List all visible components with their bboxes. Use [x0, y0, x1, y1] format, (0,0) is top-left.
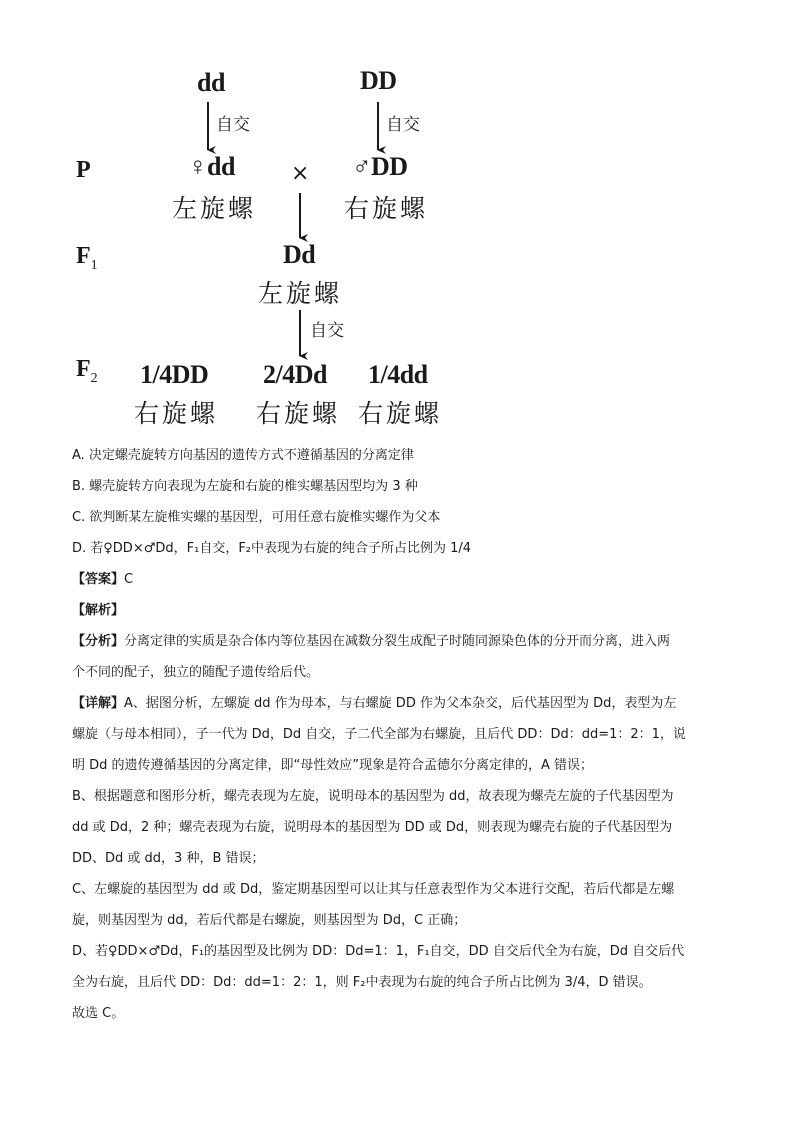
generation-f1-label: $F_1$	[76, 243, 98, 273]
xiangjie-label: 【详解】	[72, 696, 125, 711]
f2-genotype-dd-homozygous-dominant: 1/4DD	[140, 360, 209, 389]
xiangjie-b-line-2: dd 或 Dd，2 种；螺壳表现为右旋，说明母本的基因型为 DD 或 Dd，则表现为螺壳右旋的子代基因型为	[72, 820, 673, 835]
answer-value: C	[124, 572, 134, 587]
selfing-label-left: 自交	[216, 115, 250, 135]
selfing-label-right: 自交	[386, 115, 420, 135]
f2-phenotype-3: 右旋螺	[358, 399, 443, 428]
f2-phenotype-2: 右旋螺	[256, 399, 341, 428]
answer-line	[72, 564, 722, 595]
male-phenotype: 右旋螺	[344, 194, 429, 223]
question-body	[72, 440, 722, 1029]
generation-p-label: P	[76, 157, 91, 183]
xiangjie-a-text-1: A、据图分析，左螺旋 dd 作为母本，与右螺旋 DD 作为父本杂交，后代基因型为 Dd，表型为左	[124, 696, 677, 711]
f1-selfing-label: 自交	[310, 321, 344, 341]
fenxi-text-1: 分离定律的实质是杂合体内等位基因在减数分裂生成配子时随同源染色体的分开而分离，进入两	[124, 634, 671, 649]
f2-genotype-homozygous-recessive: 1/4dd	[368, 360, 428, 389]
option-c: C. 欲判断某左旋椎实螺的基因型，可用任意右旋椎实螺作为父本	[72, 510, 441, 525]
f2-phenotype-1: 右旋螺	[134, 399, 219, 428]
fenxi-line-1	[72, 626, 722, 657]
answer-label: 【答案】	[72, 572, 125, 587]
male-genotype: ♂DD	[352, 152, 408, 181]
cross-symbol: ×	[291, 161, 310, 186]
xiangjie-c-line-1: C、左螺旋的基因型为 dd 或 Dd，鉴定期基因型可以让其与任意表型作为父本进行交配，若后代都是左螺	[72, 882, 675, 897]
xiangjie-b-line-3: DD、Dd 或 dd，3 种，B 错误；	[72, 851, 265, 866]
xiangjie-c-line-2: 旋，则基因型为 dd，若后代都是右螺旋，则基因型为 Dd，C 正确；	[72, 913, 467, 928]
f1-genotype: Dd	[283, 240, 316, 269]
genetic-cross-diagram	[0, 0, 794, 440]
xiangjie-a-line-2: 螺旋（与母本相同），子一代为 Dd，Dd 自交，子二代全部为右螺旋，且后代 DD：Dd：dd=1：2：1，说	[72, 727, 686, 742]
xiangjie-d-line-1: D、若♀DD×♂Dd，F₁的基因型及比例为 DD：Dd=1：1，F₁自交，DD 自交后代全为右旋，Dd 自交后代	[72, 944, 685, 959]
xiangjie-a-line-1	[72, 688, 722, 719]
parent-right-genotype: DD	[360, 66, 397, 95]
parent-left-genotype: dd	[197, 68, 225, 97]
option-b: B. 螺壳旋转方向表现为左旋和右旋的椎实螺基因型均为 3 种	[72, 479, 418, 494]
female-genotype: ♀dd	[188, 152, 235, 181]
analysis-title: 【解析】	[72, 603, 125, 618]
f2-genotype-heterozygous: 2/4Dd	[263, 360, 327, 389]
fenxi-line-2: 个不同的配子，独立的随配子遗传给后代。	[72, 665, 320, 680]
xiangjie-a-line-3: 明 Dd 的遗传遵循基因的分离定律，即“母性效应”现象是符合孟德尔分离定律的，A 错误；	[72, 758, 594, 773]
xiangjie-d-line-2: 全为右旋，且后代 DD：Dd：dd=1：2：1，则 F₂中表现为右旋的纯合子所占比例为 3/4，D 错误。	[72, 975, 652, 990]
generation-f2-label: $F_2$	[76, 356, 98, 386]
f1-phenotype: 左旋螺	[258, 279, 343, 308]
xiangjie-b-line-1: B、根据题意和图形分析，螺壳表现为左旋，说明母本的基因型为 dd，故表现为螺壳左旋的子代基因型为	[72, 789, 674, 804]
female-phenotype: 左旋螺	[172, 194, 257, 223]
fenxi-label: 【分析】	[72, 634, 125, 649]
option-d: D. 若♀DD×♂Dd，F₁自交，F₂中表现为右旋的纯合子所占比例为 1/4	[72, 541, 472, 556]
conclusion: 故选 C。	[72, 1006, 125, 1021]
option-a: A. 决定螺壳旋转方向基因的遗传方式不遵循基因的分离定律	[72, 448, 414, 463]
